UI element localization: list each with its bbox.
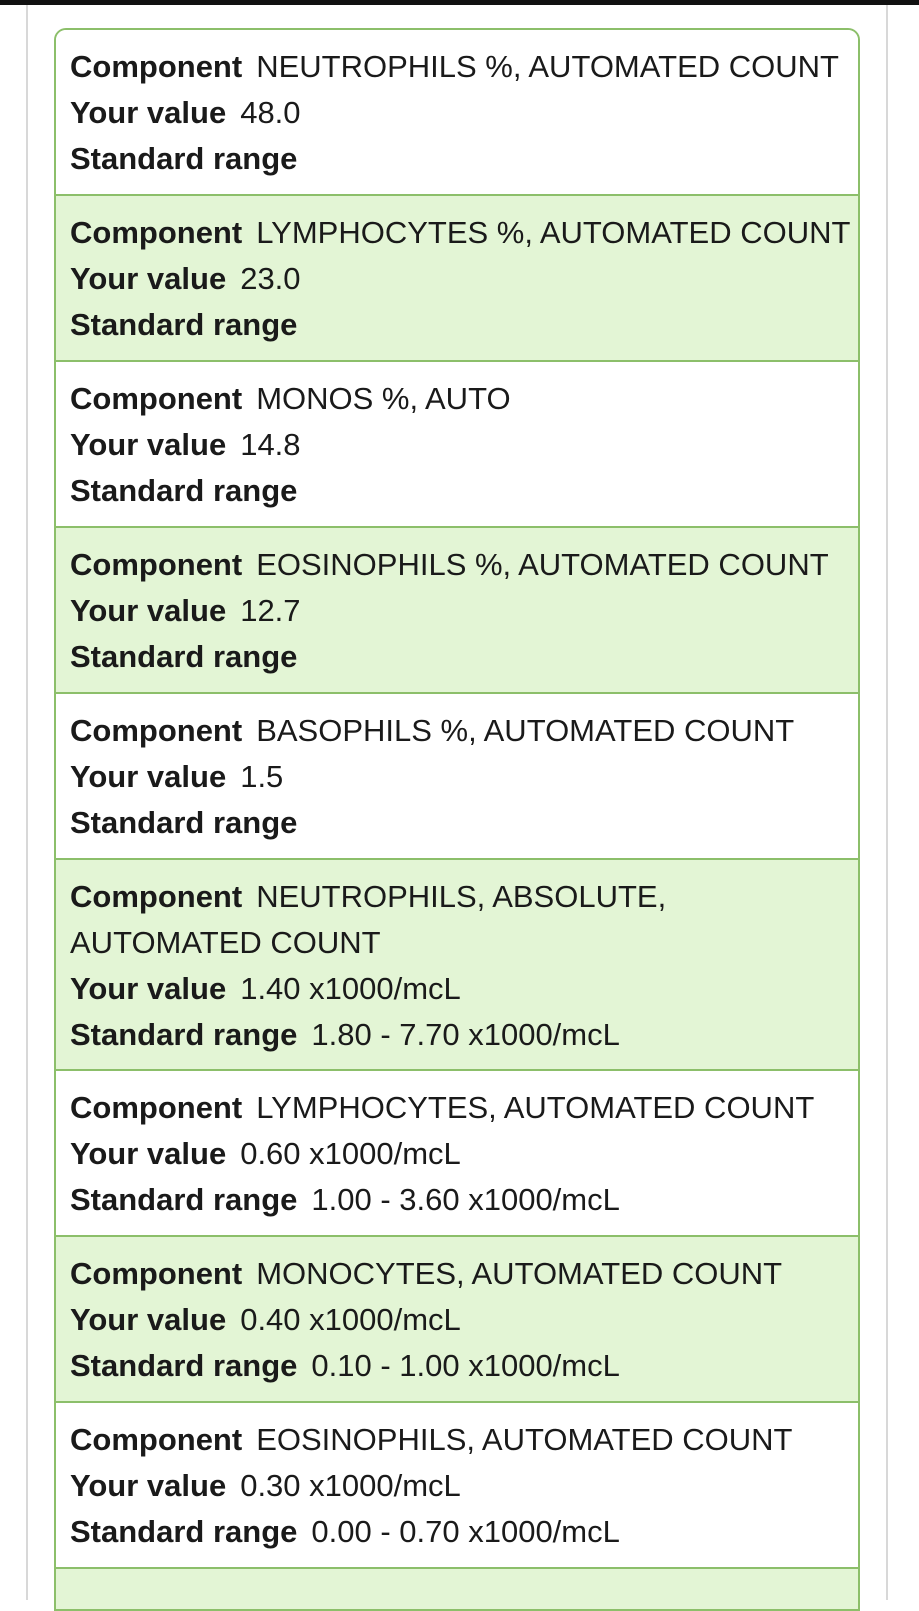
your-value-label: Your value xyxy=(70,759,227,794)
standard-range-label: Standard range xyxy=(70,307,298,342)
result-row xyxy=(56,694,858,860)
component-label: Component xyxy=(70,1256,243,1291)
frame-left-edge xyxy=(26,5,28,1600)
standard-range-value: 1.00 - 3.60 x1000/mcL xyxy=(311,1182,620,1217)
your-value: 1.5 xyxy=(240,759,284,794)
your-value-label: Your value xyxy=(70,1136,227,1171)
your-value: 23.0 xyxy=(240,261,301,296)
standard-range-label: Standard range xyxy=(70,1348,298,1383)
your-value: 14.8 xyxy=(240,427,301,462)
result-row xyxy=(56,30,858,196)
your-value: 0.60 x1000/mcL xyxy=(240,1136,461,1171)
your-value: 1.40 x1000/mcL xyxy=(240,971,461,1006)
component-value: NEUTROPHILS %, AUTOMATED COUNT xyxy=(256,49,839,84)
component-label: Component xyxy=(70,49,243,84)
your-value: 48.0 xyxy=(240,95,301,130)
component-label: Component xyxy=(70,381,243,416)
component-label: Component xyxy=(70,1090,243,1125)
component-label: Component xyxy=(70,1422,243,1457)
component-label: Component xyxy=(70,547,243,582)
standard-range-label: Standard range xyxy=(70,141,298,176)
your-value-label: Your value xyxy=(70,1302,227,1337)
standard-range-value: 1.80 - 7.70 x1000/mcL xyxy=(311,1017,620,1052)
standard-range-label: Standard range xyxy=(70,1514,298,1549)
result-row xyxy=(56,196,858,362)
component-value: BASOPHILS %, AUTOMATED COUNT xyxy=(256,713,795,748)
result-row xyxy=(56,860,858,1071)
your-value: 12.7 xyxy=(240,593,301,628)
component-label: Component xyxy=(70,215,243,250)
your-value-label: Your value xyxy=(70,971,227,1006)
component-value: EOSINOPHILS %, AUTOMATED COUNT xyxy=(256,547,829,582)
standard-range-value: 0.10 - 1.00 x1000/mcL xyxy=(311,1348,620,1383)
standard-range-label: Standard range xyxy=(70,805,298,840)
component-value: LYMPHOCYTES, AUTOMATED COUNT xyxy=(256,1090,815,1125)
result-row xyxy=(56,362,858,528)
standard-range-label: Standard range xyxy=(70,1017,298,1052)
your-value-label: Your value xyxy=(70,1468,227,1503)
component-value: EOSINOPHILS, AUTOMATED COUNT xyxy=(256,1422,793,1457)
your-value-label: Your value xyxy=(70,95,227,130)
component-value: MONOCYTES, AUTOMATED COUNT xyxy=(256,1256,783,1291)
lab-results-table[interactable] xyxy=(54,28,860,1611)
your-value-label: Your value xyxy=(70,261,227,296)
your-value: 0.30 x1000/mcL xyxy=(240,1468,461,1503)
your-value-label: Your value xyxy=(70,427,227,462)
your-value: 0.40 x1000/mcL xyxy=(240,1302,461,1337)
result-row xyxy=(56,1237,858,1403)
standard-range-value: 0.00 - 0.70 x1000/mcL xyxy=(311,1514,620,1549)
result-row xyxy=(56,1071,858,1237)
result-row xyxy=(56,1403,858,1569)
component-value: MONOS %, AUTO xyxy=(256,381,511,416)
standard-range-label: Standard range xyxy=(70,639,298,674)
top-edge xyxy=(0,0,919,5)
component-label: Component xyxy=(70,879,243,914)
component-value: LYMPHOCYTES %, AUTOMATED COUNT xyxy=(256,215,851,250)
result-row xyxy=(56,528,858,694)
frame-right-edge xyxy=(886,5,888,1600)
standard-range-label: Standard range xyxy=(70,473,298,508)
standard-range-label: Standard range xyxy=(70,1182,298,1217)
your-value-label: Your value xyxy=(70,593,227,628)
component-value: NEUTROPHILS, ABSOLUTE, AUTOMATED COUNT xyxy=(70,879,667,960)
result-row-partial xyxy=(56,1569,858,1609)
component-label: Component xyxy=(70,713,243,748)
